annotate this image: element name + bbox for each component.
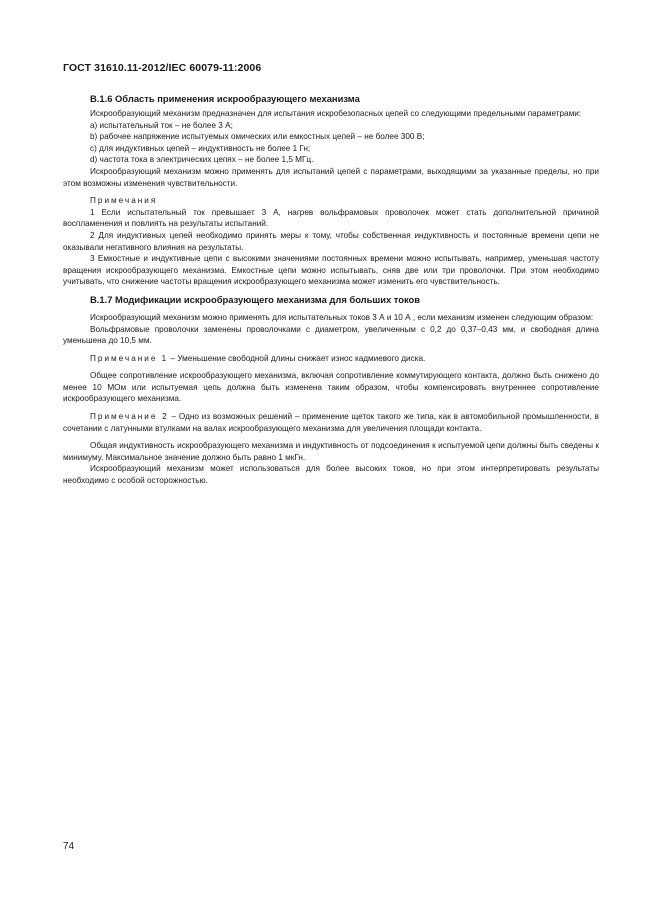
note-text: – Уменьшение свободной длины снижает износ кадмиевого диска. xyxy=(168,353,426,363)
note-label: Примечание 1 xyxy=(90,353,169,363)
inductance-text: Общая индуктивность искрообразующего механизма и индуктивность от подсоединения к испытуемой цепи должны быть сведены к минимуму. Максимальное значение должно быть равно 1 мкГн. xyxy=(63,441,599,462)
section-b16-intro: Искрообразующий механизм предназначен для испытания искробезопасных цепей со следующими предельными параметрами: xyxy=(90,109,582,118)
parameter-item-a: a) испытательный ток – не более 3 А; xyxy=(90,120,233,130)
parameter-item-c: c) для индуктивных цепей – индуктивность не более 1 Гн; xyxy=(90,143,311,153)
resistance-text: Общее сопротивление искрообразующего механизма, включая сопротивление коммутирующего контакта, должно быть снижено до менее 10 МОм или испытуемая цепь должна быть изменена таким образом, чтобы компенсировать внутреннее сопротивление искрообразующего механизма. xyxy=(63,371,599,404)
note-3: 3 Емкостные и индуктивные цепи с высокими значениями постоянных времени можно испытывать, например, уменьшая частоту вращения искрообразующего механизма. Емкостные цепи можно испытывать, сняв две или три проволочки. При этом необходимо учитывать, что снижение частоты вращения искрообразующего механизма может изменить его чувствительность. xyxy=(63,254,599,287)
note-2: 2 Для индуктивных цепей необходимо принять меры к тому, чтобы собственная индуктивность и постоянные времени цепи не оказывали негативного влияния на результаты. xyxy=(63,230,599,252)
section-heading-b17: В.1.7 Модификации искрообразующего механизма для больших токов xyxy=(90,293,421,305)
note-1: 1 Если испытательный ток превышает 3 А, нагрев вольфрамовых проволочек может стать дополнительной причиной воспламенения и повлиять на результаты испытаний. xyxy=(63,207,599,229)
section-b16-closing: Искрообразующий механизм можно применять для испытаний цепей с параметрами, выходящими за указанные пределы, но при этом возможны изменения чувствительности. xyxy=(63,166,599,188)
note-text: – Одно из возможных решений – применение щеток такого же типа, как в автомобильной промышленности, в сочетании с латунными втулками на валах искрообразующего механизма для увеличения площади контакта. xyxy=(63,412,599,433)
higher-currents-text: Искрообразующий механизм может использоваться для более высоких токов, но при этом интерпретировать результаты необходимо с особой осторожностью. xyxy=(63,464,599,486)
parameter-item-d: d) частота тока в электрических цепях – не более 1,5 МГц. xyxy=(90,155,314,165)
notes-heading: Примечания xyxy=(90,196,158,206)
note-label: Примечание 2 xyxy=(90,412,169,422)
page-content xyxy=(63,93,599,487)
section-heading-b16: В.1.6 Область применения искрообразующего механизма xyxy=(90,93,360,104)
document-header: ГОСТ 31610.11-2012/IEC 60079-11:2006 xyxy=(63,62,262,74)
note-paragraph-2 xyxy=(63,411,599,434)
parameter-item-b: b) рабочее напряжение испытуемых омических или емкостных цепей – не более 300 В; xyxy=(90,132,425,142)
note-paragraph-1 xyxy=(63,353,599,365)
wire-modification-text: Вольфрамовые проволочки заменены проволочками с диаметром, увеличенным с 0,2 до 0,37–0,43 мм, и свободная длина уменьшена до 10,5 мм. xyxy=(63,324,599,346)
page-number: 74 xyxy=(63,841,75,852)
section-b17-intro: Искрообразующий механизм можно применять для испытательных токов 3 А и 10 А , если механизм изменен следующим образом: xyxy=(90,312,594,322)
